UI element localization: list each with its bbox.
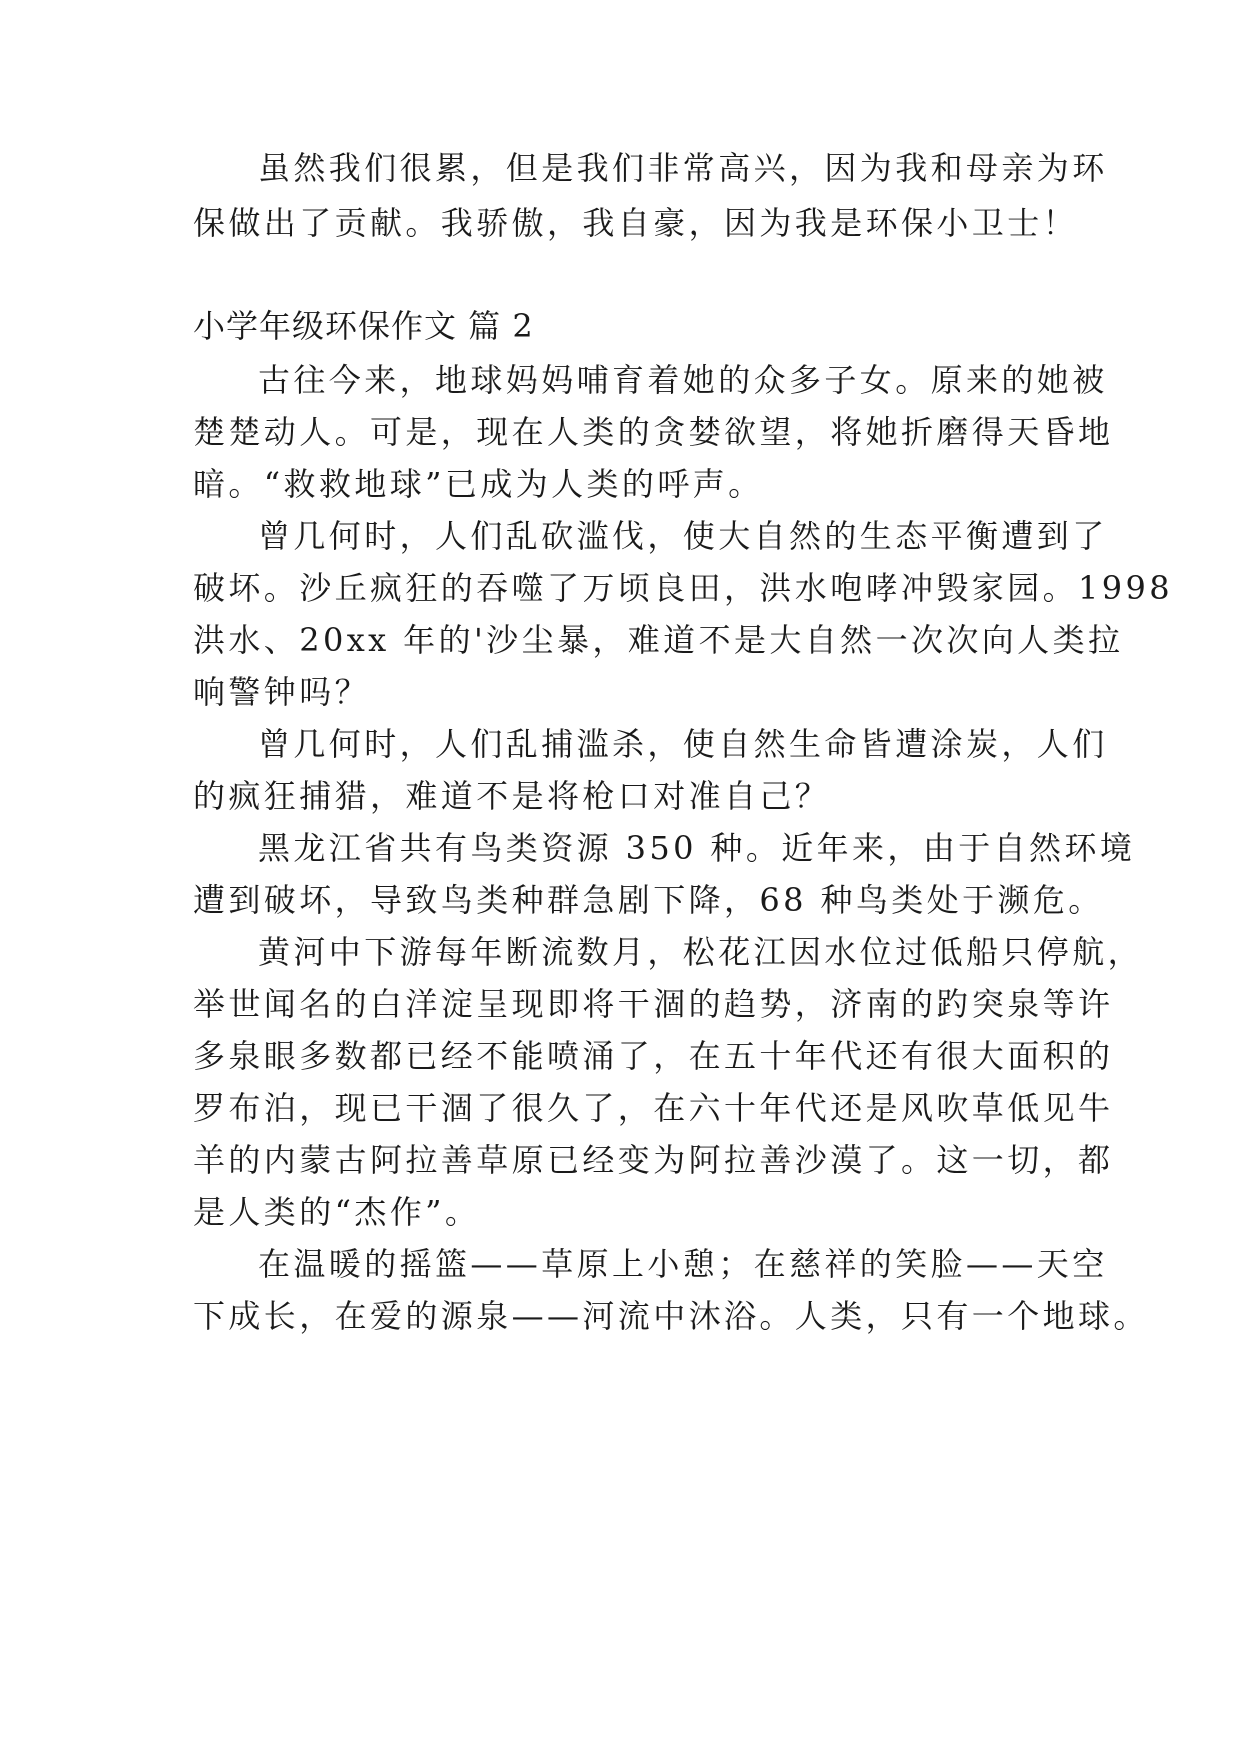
text-line: 举世闻名的白洋淀呈现即将干涸的趋势，济南的趵突泉等许 — [193, 985, 1114, 1023]
text-line: 暗。“救救地球”已成为人类的呼声。 — [193, 465, 764, 503]
text-line: 多泉眼多数都已经不能喷涌了，在五十年代还有很大面积的 — [193, 1037, 1114, 1075]
essay-heading: 小学年级环保作文 篇 2 — [193, 307, 534, 345]
text-line: 曾几何时，人们乱砍滥伐，使大自然的生态平衡遭到了 — [258, 517, 1108, 555]
text-line: 遭到破坏，导致鸟类种群急剧下降，68 种鸟类处于濒危。 — [193, 881, 1104, 919]
text-line: 破坏。沙丘疯狂的吞噬了万顷良田，洪水咆哮冲毁家园。1998 — [193, 569, 1174, 607]
text-line: 洪水、20xx 年的'沙尘暴，难道不是大自然一次次向人类拉 — [193, 621, 1124, 659]
text-line: 虽然我们很累，但是我们非常高兴，因为我和母亲为环 — [258, 149, 1108, 187]
text-line: 曾几何时，人们乱捕滥杀，使自然生命皆遭涂炭，人们 — [258, 725, 1108, 763]
text-line: 的疯狂捕猎，难道不是将枪口对准自己？ — [193, 777, 831, 815]
text-line: 下成长，在爱的源泉——河流中沐浴。人类，只有一个地球。 — [193, 1297, 1149, 1335]
text-line: 保做出了贡献。我骄傲，我自豪，因为我是环保小卫士！ — [193, 204, 1079, 242]
text-line: 羊的内蒙古阿拉善草原已经变为阿拉善沙漠了。这一切，都 — [193, 1141, 1114, 1179]
text-line: 是人类的“杰作”。 — [193, 1193, 481, 1231]
text-line: 罗布泊，现已干涸了很久了，在六十年代还是风吹草低见牛 — [193, 1089, 1114, 1127]
text-line: 黄河中下游每年断流数月，松花江因水位过低船只停航， — [258, 933, 1144, 971]
text-line: 古往今来，地球妈妈哺育着她的众多子女。原来的她被 — [258, 361, 1108, 399]
text-line: 黑龙江省共有鸟类资源 350 种。近年来，由于自然环境 — [258, 829, 1136, 867]
text-line: 响警钟吗？ — [193, 673, 371, 711]
text-line: 楚楚动人。可是，现在人类的贪婪欲望，将她折磨得天昏地 — [193, 413, 1114, 451]
text-line: 在温暖的摇篮——草原上小憩；在慈祥的笑脸——天空 — [258, 1245, 1108, 1283]
